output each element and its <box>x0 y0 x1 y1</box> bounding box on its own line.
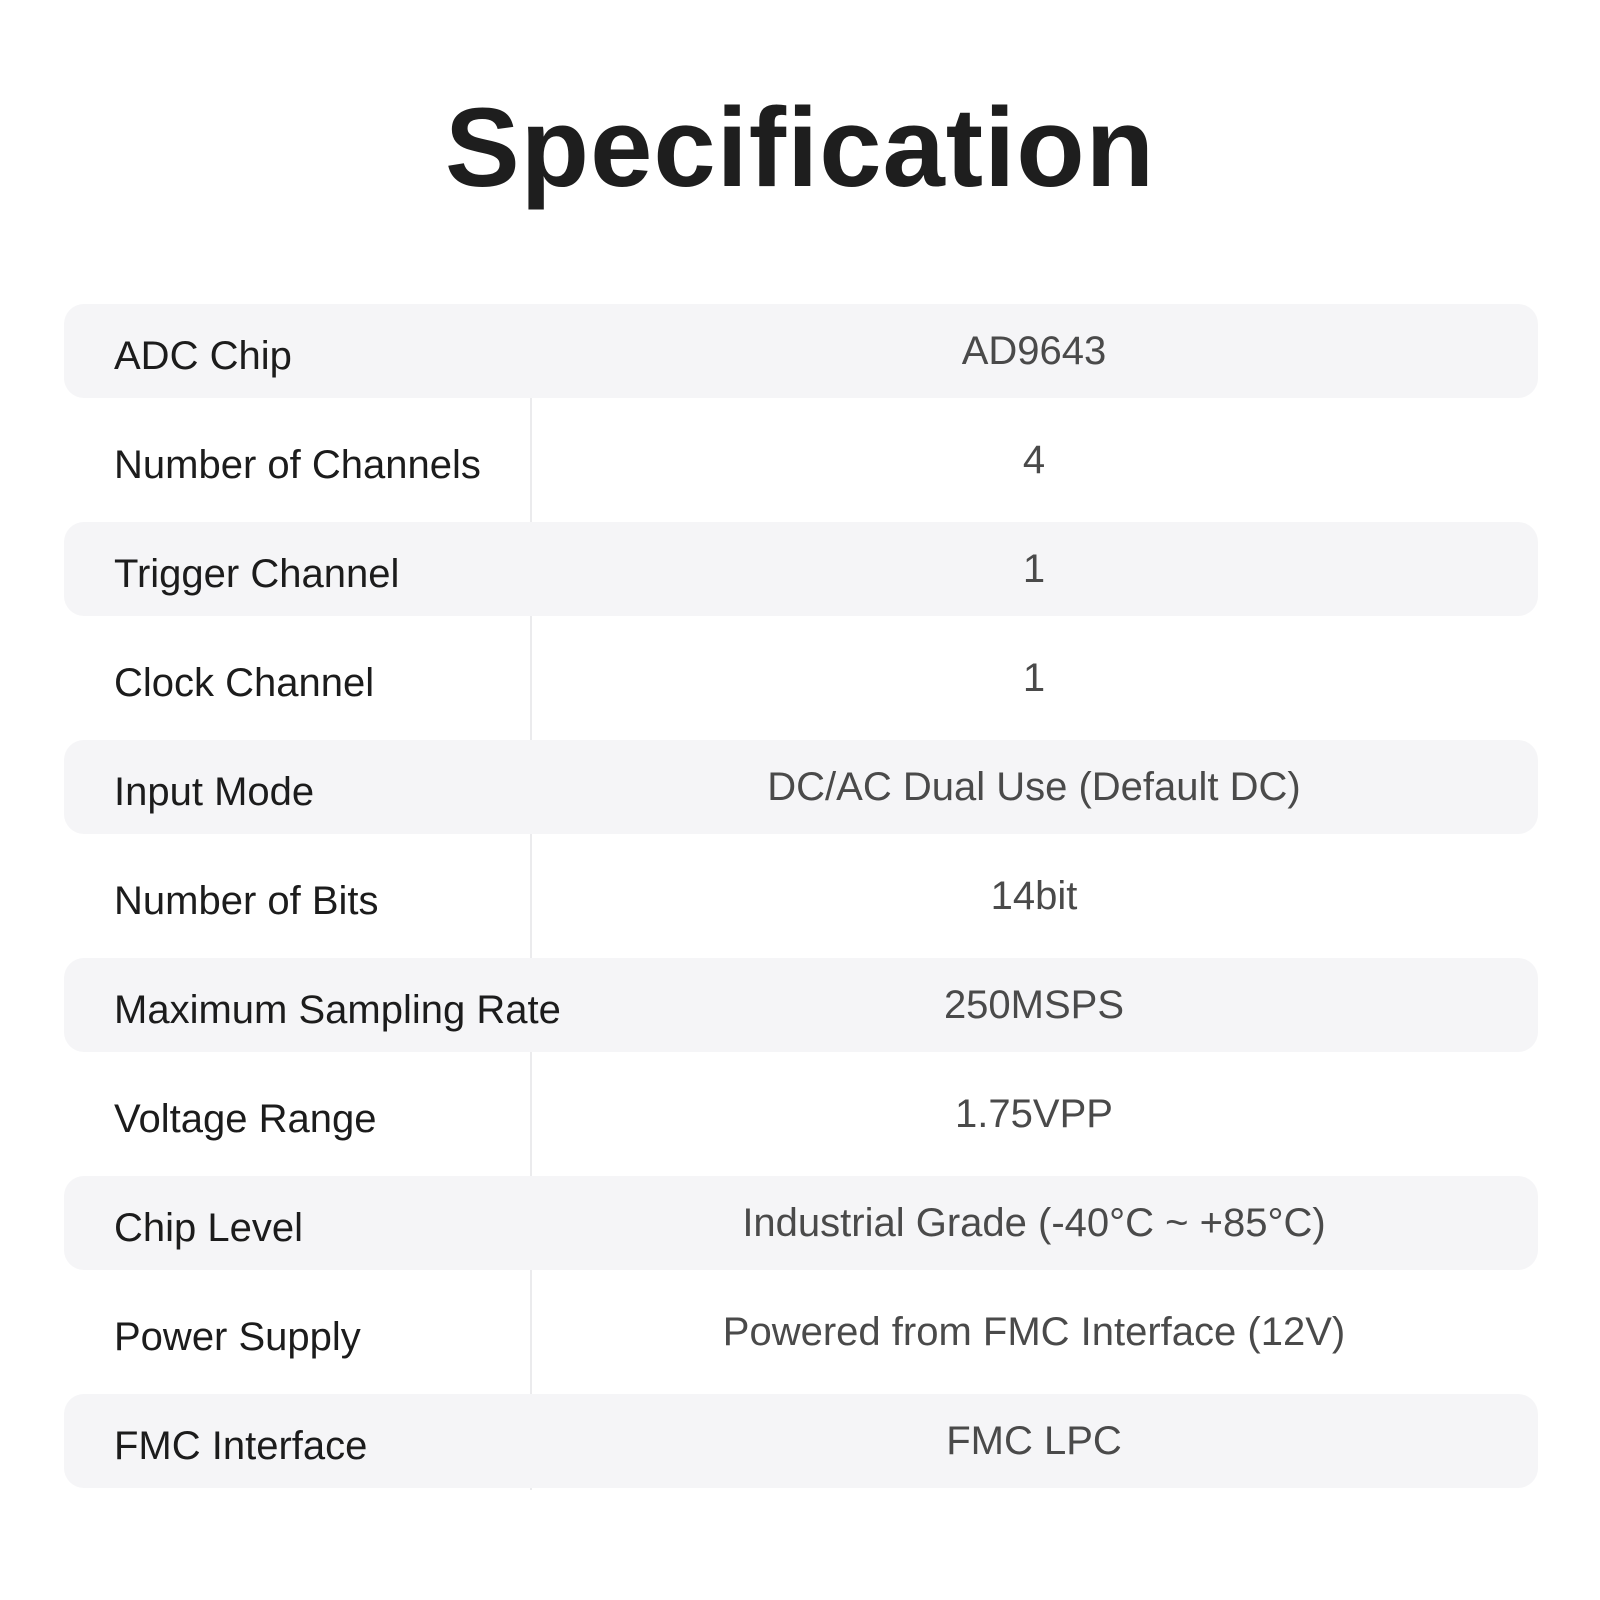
spec-row-voltage-range <box>64 1067 1538 1161</box>
spec-label: Voltage Range <box>114 1097 377 1141</box>
spec-label: Number of Channels <box>114 443 481 487</box>
spec-row-chip-level <box>64 1176 1538 1270</box>
spec-row-adc-chip <box>64 304 1538 398</box>
spec-row-number-of-bits <box>64 849 1538 943</box>
spec-row-trigger-channel <box>64 522 1538 616</box>
page-title: Specification <box>444 85 1156 210</box>
spec-value: AD9643 <box>961 329 1107 373</box>
spec-label: Trigger Channel <box>114 552 400 596</box>
spec-label: Clock Channel <box>114 661 375 705</box>
spec-value: 4 <box>1022 438 1046 482</box>
spec-label: Chip Level <box>114 1206 304 1250</box>
spec-label: Power Supply <box>114 1315 361 1359</box>
spec-row-power-supply <box>64 1285 1538 1379</box>
spec-value: FMC LPC <box>946 1419 1122 1463</box>
spec-row-maximum-sampling-rate <box>64 958 1538 1052</box>
spec-row-input-mode <box>64 740 1538 834</box>
spec-value: DC/AC Dual Use (Default DC) <box>767 765 1301 809</box>
spec-value: 1 <box>1022 656 1046 700</box>
spec-value: 1 <box>1022 547 1046 591</box>
spec-value: 1.75VPP <box>955 1092 1113 1136</box>
spec-label: Maximum Sampling Rate <box>114 988 561 1032</box>
spec-value: 250MSPS <box>943 983 1125 1027</box>
spec-value: Powered from FMC Interface (12V) <box>722 1310 1346 1354</box>
spec-table <box>64 304 1538 1503</box>
spec-label: FMC Interface <box>114 1424 368 1468</box>
spec-row-number-of-channels <box>64 413 1538 507</box>
spec-value: 14bit <box>990 874 1078 918</box>
spec-row-clock-channel <box>64 631 1538 725</box>
spec-label: Input Mode <box>114 770 315 814</box>
spec-value: Industrial Grade (-40°C ~ +85°C) <box>742 1201 1326 1245</box>
spec-label: ADC Chip <box>114 334 292 378</box>
spec-label: Number of Bits <box>114 879 379 923</box>
spec-row-fmc-interface <box>64 1394 1538 1488</box>
